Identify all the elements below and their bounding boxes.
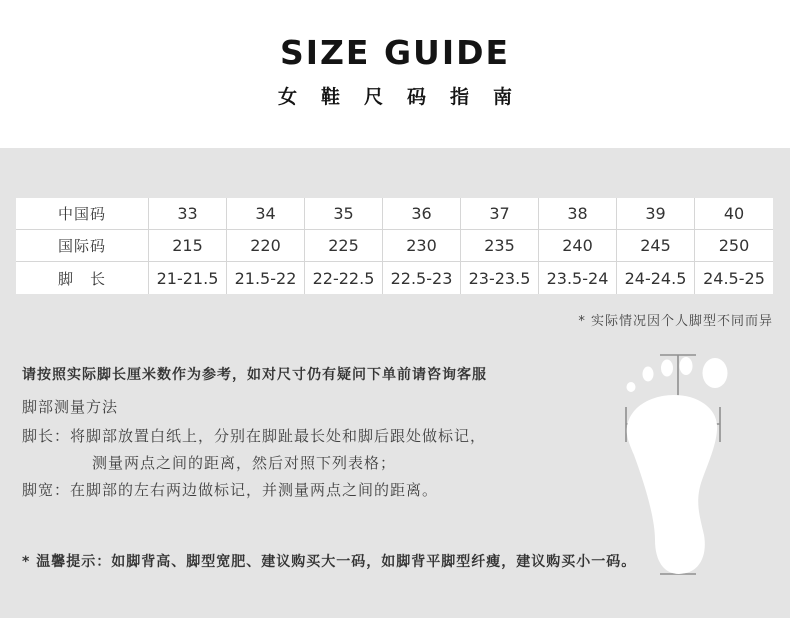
table-cell: 240 <box>539 230 617 262</box>
foot-length-instruction-line2: 测量两点之间的距离，然后对照下列表格； <box>92 454 397 472</box>
table-cell: 33 <box>149 198 227 230</box>
table-cell: 230 <box>383 230 461 262</box>
table-cell: 215 <box>149 230 227 262</box>
row-label-intl-size: 国际码 <box>16 230 149 262</box>
table-cell: 36 <box>383 198 461 230</box>
reference-note: 请按照实际脚长厘米数作为参考，如对尺寸仍有疑问下单前请咨询客服 <box>22 367 487 383</box>
table-cell: 40 <box>695 198 773 230</box>
table-cell: 23-23.5 <box>461 262 539 294</box>
table-cell: 23.5-24 <box>539 262 617 294</box>
table-footnote: * 实际情况因个人脚型不同而异 <box>578 314 773 329</box>
table-cell: 22.5-23 <box>383 262 461 294</box>
foot-icon <box>627 357 728 574</box>
table-cell: 250 <box>695 230 773 262</box>
measure-method-title: 脚部测量方法 <box>22 398 119 416</box>
table-row-china-size <box>16 198 773 230</box>
page-title: SIZE GUIDE <box>279 33 511 72</box>
table-cell: 220 <box>227 230 305 262</box>
table-cell: 24-24.5 <box>617 262 695 294</box>
table-cell: 21-21.5 <box>149 262 227 294</box>
table-cell: 38 <box>539 198 617 230</box>
table-cell: 245 <box>617 230 695 262</box>
table-cell: 39 <box>617 198 695 230</box>
table-cell: 21.5-22 <box>227 262 305 294</box>
table-cell: 37 <box>461 198 539 230</box>
table-cell: 35 <box>305 198 383 230</box>
size-chart-table <box>16 198 773 294</box>
foot-measurement-illustration <box>612 345 767 585</box>
foot-width-instruction: 脚宽：在脚部的左右两边做标记，并测量两点之间的距离。 <box>22 481 439 499</box>
table-row-intl-size <box>16 230 773 262</box>
table-cell: 22-22.5 <box>305 262 383 294</box>
table-cell: 24.5-25 <box>695 262 773 294</box>
row-label-china-size: 中国码 <box>16 198 149 230</box>
page-subtitle: 女鞋尺码指南 <box>277 86 536 108</box>
foot-length-instruction-line1: 脚长：将脚部放置白纸上，分别在脚趾最长处和脚后跟处做标记， <box>22 427 487 445</box>
table-row-foot-length <box>16 262 773 294</box>
warm-tip-note: * 温馨提示：如脚背高、脚型宽肥、建议购买大一码，如脚背平脚型纤瘦，建议购买小一码。 <box>22 554 637 570</box>
table-cell: 235 <box>461 230 539 262</box>
row-label-foot-length: 脚 长 <box>16 262 149 294</box>
table-cell: 34 <box>227 198 305 230</box>
table-cell: 225 <box>305 230 383 262</box>
